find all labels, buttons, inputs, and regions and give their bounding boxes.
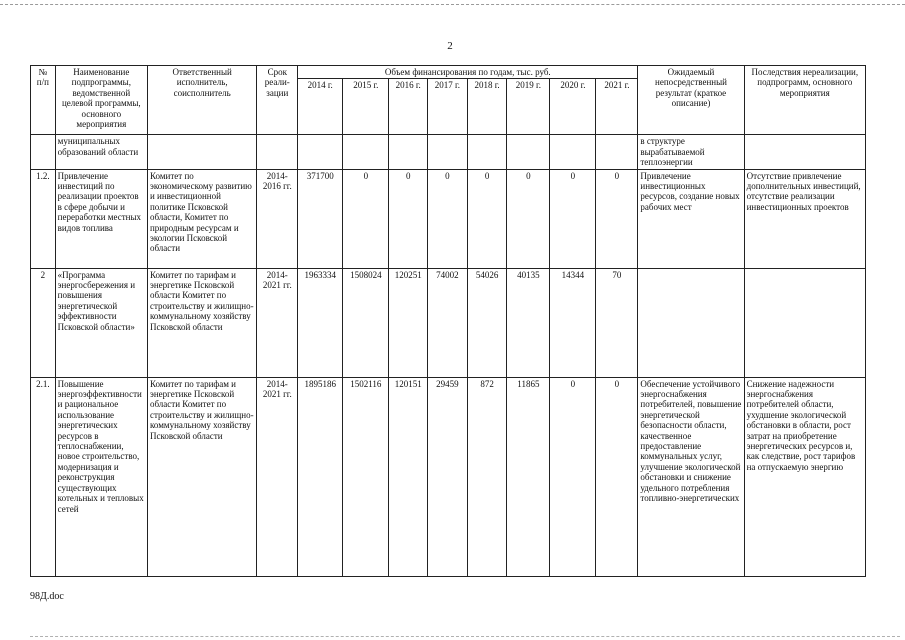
row-name: муниципальных образований области (55, 135, 147, 169)
header-year: 2016 г. (389, 79, 428, 135)
header-year: 2018 г. (467, 79, 507, 135)
financing-table (30, 65, 866, 577)
header-consequences: Последствия нереализации, подпрограмм, основного мероприятия (744, 66, 865, 135)
scan-edge-top (0, 4, 905, 5)
header-year: 2017 г. (428, 79, 468, 135)
header-term: Срок реали-зации (257, 66, 298, 135)
footer-filename: 98Д.doc (30, 591, 64, 602)
table-row (31, 135, 866, 169)
row-value (550, 135, 596, 169)
row-value: 74002 (428, 268, 468, 377)
row-value (467, 135, 507, 169)
row-value: 40135 (507, 268, 550, 377)
row-expected: в структуре вырабатываемой теплоэнергии (638, 135, 744, 169)
row-responsible: Комитет по тарифам и энергетике Псковской области Комитет по строительству и жилищно-коммунальному хозяйству Псковской области (147, 268, 256, 377)
header-year: 2014 г. (298, 79, 343, 135)
row-num: 2 (31, 268, 56, 377)
header-year: 2015 г. (343, 79, 389, 135)
row-value: 120251 (389, 268, 428, 377)
row-value: 1963334 (298, 268, 343, 377)
row-value: 872 (467, 377, 507, 576)
row-consequences: Отсутствие привлечение дополнительных инвестиций, отсутствие реализации инвестиционных проектов (744, 169, 865, 268)
scan-edge-bottom (30, 636, 900, 637)
row-num: 2.1. (31, 377, 56, 576)
row-value (343, 135, 389, 169)
row-value: 0 (428, 169, 468, 268)
row-responsible (147, 135, 256, 169)
header-expected: Ожидаемый непосредственный результат (краткое описание) (638, 66, 744, 135)
row-name: Привлечение инвестиций по реализации проектов в сфере добычи и переработки местных видов топлива (55, 169, 147, 268)
row-value: 0 (596, 169, 638, 268)
page-number: 2 (447, 40, 453, 52)
row-value: 0 (389, 169, 428, 268)
header-responsible: Ответственный исполнитель, соисполнитель (147, 66, 256, 135)
header-name: Наименование подпрограммы, ведомственной целевой программы, основного мероприятия (55, 66, 147, 135)
row-value: 0 (550, 169, 596, 268)
row-value: 11865 (507, 377, 550, 576)
row-value: 120151 (389, 377, 428, 576)
row-term: 2014-2021 гг. (257, 377, 298, 576)
row-name: «Программа энергосбережения и повышения энергетической эффективности Псковской области» (55, 268, 147, 377)
row-value: 1508024 (343, 268, 389, 377)
row-term (257, 135, 298, 169)
row-value: 14344 (550, 268, 596, 377)
row-term: 2014-2021 гг. (257, 268, 298, 377)
header-year: 2020 г. (550, 79, 596, 135)
row-consequences: Снижение надежности энергоснабжения потребителей области, ухудшение экологической обстановки в области, рост затрат на приобретение энергетических ресурсов и, как следствие, рост тарифов на отпускаемую энергию (744, 377, 865, 576)
table-row (31, 169, 866, 268)
header-funding: Объем финансирования по годам, тыс. руб. (298, 66, 638, 79)
row-num (31, 135, 56, 169)
row-value: 0 (343, 169, 389, 268)
header-year: 2021 г. (596, 79, 638, 135)
row-value (298, 135, 343, 169)
row-expected (638, 268, 744, 377)
row-consequences (744, 135, 865, 169)
row-expected: Привлечение инвестиционных ресурсов, создание новых рабочих мест (638, 169, 744, 268)
row-value: 1502116 (343, 377, 389, 576)
row-value: 0 (550, 377, 596, 576)
row-name: Повышение энергоэффективности и рациональное использование энергетических ресурсов в теплоснабжении, новое строительство, модернизация и реконструкция существующих котельных и тепловых сетей (55, 377, 147, 576)
row-value (389, 135, 428, 169)
row-value: 0 (467, 169, 507, 268)
row-value (507, 135, 550, 169)
row-responsible: Комитет по тарифам и энергетике Псковской области Комитет по строительству и жилищно-коммунальному хозяйству Псковской области (147, 377, 256, 576)
row-num: 1.2. (31, 169, 56, 268)
row-value: 371700 (298, 169, 343, 268)
header-row (31, 66, 866, 79)
table-row (31, 268, 866, 377)
row-term: 2014-2016 гг. (257, 169, 298, 268)
table-row (31, 377, 866, 576)
row-value: 29459 (428, 377, 468, 576)
row-value: 1895186 (298, 377, 343, 576)
row-value: 0 (507, 169, 550, 268)
row-consequences (744, 268, 865, 377)
row-value: 70 (596, 268, 638, 377)
row-value (596, 135, 638, 169)
header-year: 2019 г. (507, 79, 550, 135)
row-value: 0 (596, 377, 638, 576)
row-responsible: Комитет по экономическому развитию и инвестиционной политике Псковской области, Комитет по природным ресурсам и экологии Псковской области (147, 169, 256, 268)
header-num: № п/п (31, 66, 56, 135)
row-value: 54026 (467, 268, 507, 377)
row-expected: Обеспечение устойчивого энергоснабжения потребителей, повышение энергетической безопасности области, качественное предоставление коммунальных услуг, улучшение экологической обстановки и снижение удельного потребления топливно-энергетических (638, 377, 744, 576)
row-value (428, 135, 468, 169)
